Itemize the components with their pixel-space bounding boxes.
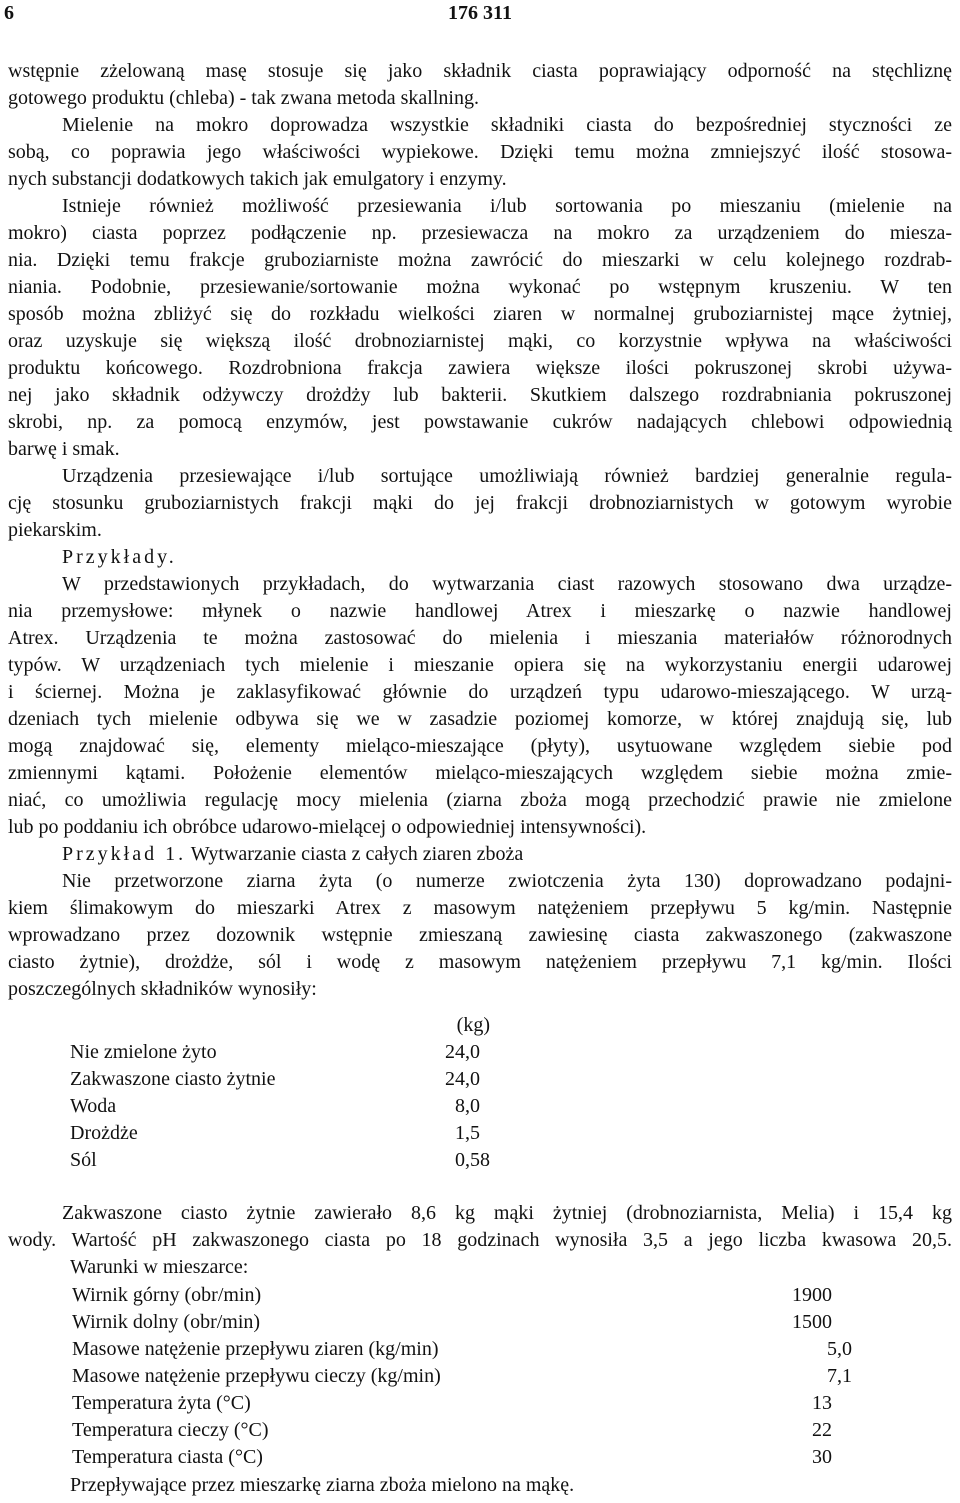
example-1-label: Przykład 1. xyxy=(62,843,187,865)
condition-value: 1500 xyxy=(792,1311,832,1333)
text-line: niać, co umożliwia regulację mocy mielenia (ziarna zboża mogą przechodzić prawie nie zmielone xyxy=(8,789,952,811)
text-line: Mielenie na mokro doprowadza wszystkie składniki ciasta do bezpośredniej styczności ze xyxy=(62,114,952,136)
text-line: piekarskim. xyxy=(8,519,102,541)
text-line: produktu końcowego. Rozdrobniona frakcja zawiera większe ilości pokruszonej skrobi używa- xyxy=(8,357,952,379)
section-heading-examples: Przykłady. xyxy=(62,546,177,568)
text-line: Istnieje również możliwość przesiewania i/lub sortowania po mieszaniu (mielenie na xyxy=(62,195,952,217)
page-header xyxy=(0,0,960,28)
condition-value: 22 xyxy=(812,1419,832,1441)
condition-name: Masowe natężenie przepływu ziaren (kg/min) xyxy=(72,1338,439,1360)
table-row xyxy=(70,1120,490,1147)
ingredient-value: 24,0 xyxy=(445,1041,480,1063)
text-line: zmiennymi kątami. Położenie elementów mieląco-mieszających względem siebie można zmie- xyxy=(8,762,952,784)
text-line: Urządzenia przesiewające i/lub sortujące umożliwiają również bardziej generalnie regula- xyxy=(62,465,952,487)
text-line: Zakwaszone ciasto żytnie zawierało 8,6 kg mąki żytniej (drobnoziarnista, Melia) i 15,4 kg xyxy=(62,1202,952,1224)
condition-value: 7,1 xyxy=(827,1365,852,1387)
condition-name: Masowe natężenie przepływu cieczy (kg/min) xyxy=(72,1365,441,1387)
text-line: Przepływające przez mieszarkę ziarna zboża mielono na mąkę. xyxy=(70,1474,575,1496)
table-row xyxy=(72,1336,862,1363)
text-line: mokro) ciasta poprzez podłączenie np. przesiewacza na mokro za urządzeniem do miesza- xyxy=(8,222,952,244)
ingredient-name: Woda xyxy=(70,1095,117,1117)
ingredient-value: 0,58 xyxy=(455,1149,490,1171)
condition-value: 13 xyxy=(812,1392,832,1414)
condition-value: 1900 xyxy=(792,1284,832,1306)
table-row xyxy=(72,1309,862,1336)
table-row xyxy=(70,1147,490,1174)
text-line: Nie przetworzone ziarna żyta (o numerze zwiotczenia żyta 130) doprowadzano podajni- xyxy=(62,870,952,892)
text-line: nej jako składnik odżywczy drożdży lub bakterii. Skutkiem dalszego rozdrabniania pokruszonej xyxy=(8,384,952,406)
text-line: cję stosunku gruboziarnistych frakcji mąki do jej frakcji drobnoziarnistych w gotowym wyrobie xyxy=(8,492,952,514)
text-line: nia przemysłowe: młynek o nazwie handlowej Atrex i mieszarkę o nazwie handlowej xyxy=(8,600,952,622)
text-line: gotowego produktu (chleba) - tak zwana metoda skallning. xyxy=(8,87,479,109)
text-line: nych substancji dodatkowych takich jak emulgatory i enzymy. xyxy=(8,168,507,190)
text-line: mogą znajdować się, elementy mieląco-mieszające (płyty), usytuowane względem siebie pod xyxy=(8,735,952,757)
text-line: wstępnie zżelowaną masę stosuje się jako składnik ciasta poprawiający odporność na stęchliznę xyxy=(8,60,952,82)
ingredient-value: 1,5 xyxy=(455,1122,480,1144)
table-row xyxy=(72,1363,862,1390)
condition-name: Temperatura ciasta (°C) xyxy=(72,1446,263,1468)
condition-value: 5,0 xyxy=(827,1338,852,1360)
table-row xyxy=(72,1417,862,1444)
example-1-heading xyxy=(62,841,952,868)
conditions-heading: Warunki w mieszarce: xyxy=(70,1256,249,1278)
text-line: typów. W urządzeniach tych mielenie i mieszanie opiera się na wykorzystaniu energii udarowej xyxy=(8,654,952,676)
ingredient-value: 8,0 xyxy=(455,1095,480,1117)
text-line: nia. Dzięki temu frakcje gruboziarniste można zawrócić do mieszarki w celu kolejnego rozdrab- xyxy=(8,249,952,271)
ingredients-unit: (kg) xyxy=(456,1014,490,1036)
ingredient-name: Nie zmielone żyto xyxy=(70,1041,217,1063)
text-line: dzeniach tych mielenie odbywa się we w zasadzie poziomej komorze, w której znajdują się, lub xyxy=(8,708,952,730)
text-line: wody. Wartość pH zakwaszonego ciasta po 18 godzinach wynosiła 3,5 a jego liczba kwasowa 20,5. xyxy=(8,1229,952,1251)
text-line: niania. Podobnie, przesiewanie/sortowanie można wykonać po wstępnym kruszeniu. W ten xyxy=(8,276,952,298)
ingredients-header-row xyxy=(70,1012,490,1039)
text-line: W przedstawionych przykładach, do wytwarzania ciast razowych stosowano dwa urządze- xyxy=(62,573,952,595)
text-line: lub po poddaniu ich obróbce udarowo-mielącej o odpowiedniej intensywności). xyxy=(8,816,647,838)
ingredients-table xyxy=(70,1012,490,1177)
mixer-conditions-table xyxy=(72,1282,862,1472)
text-line: poszczególnych składników wynosiły: xyxy=(8,978,317,1000)
ingredient-name: Drożdże xyxy=(70,1122,138,1144)
table-row xyxy=(70,1066,490,1093)
ingredient-name: Sól xyxy=(70,1149,97,1171)
condition-name: Temperatura cieczy (°C) xyxy=(72,1419,269,1441)
table-row xyxy=(72,1282,862,1309)
condition-value: 30 xyxy=(812,1446,832,1468)
condition-name: Wirnik górny (obr/min) xyxy=(72,1284,262,1306)
condition-name: Temperatura żyta (°C) xyxy=(72,1392,251,1414)
table-row xyxy=(70,1039,490,1066)
document-number: 176 311 xyxy=(448,2,512,24)
condition-name: Wirnik dolny (obr/min) xyxy=(72,1311,261,1333)
table-row xyxy=(72,1444,862,1471)
example-1-title: Wytwarzanie ciasta z całych ziaren zboża xyxy=(186,843,524,865)
page-number: 6 xyxy=(4,2,14,24)
ingredient-value: 24,0 xyxy=(445,1068,480,1090)
text-line: skrobi, np. za pomocą enzymów, jest powstawanie cukrów nadających chlebowi odpowiednią xyxy=(8,411,952,433)
table-row xyxy=(72,1390,862,1417)
text-line: Atrex. Urządzenia te można zastosować do mielenia i mieszania materiałów różnorodnych xyxy=(8,627,952,649)
text-line: oraz uzyskuje się większą ilość drobnoziarnistej mąki, co korzystnie wpływa na właściwości xyxy=(8,330,952,352)
text-line: sobą, co poprawia jego właściwości wypiekowe. Dzięki temu można zmniejszyć ilość stosowa- xyxy=(8,141,952,163)
text-line: wprowadzano przez dozownik wstępnie zmieszaną zawiesinę ciasta zakwaszonego (zakwaszone xyxy=(8,924,952,946)
text-line: kiem ślimakowym do mieszarki Atrex z masowym natężeniem przepływu 5 kg/min. Następnie xyxy=(8,897,952,919)
table-row xyxy=(70,1093,490,1120)
ingredient-name: Zakwaszone ciasto żytnie xyxy=(70,1068,276,1090)
text-line: i ściernej. Można je zaklasyfikować głównie do urządzeń typu udarowo-mieszającego. W urzą- xyxy=(8,681,952,703)
text-line: barwę i smak. xyxy=(8,438,120,460)
text-line: ciasto żytnie), drożdże, sól i wodę z masowym natężeniem przepływu 7,1 kg/min. Ilości xyxy=(8,951,952,973)
text-line: sposób można zbliżyć się do rozkładu wielkości ziaren w normalnej gruboziarnistej mące żytniej, xyxy=(8,303,952,325)
